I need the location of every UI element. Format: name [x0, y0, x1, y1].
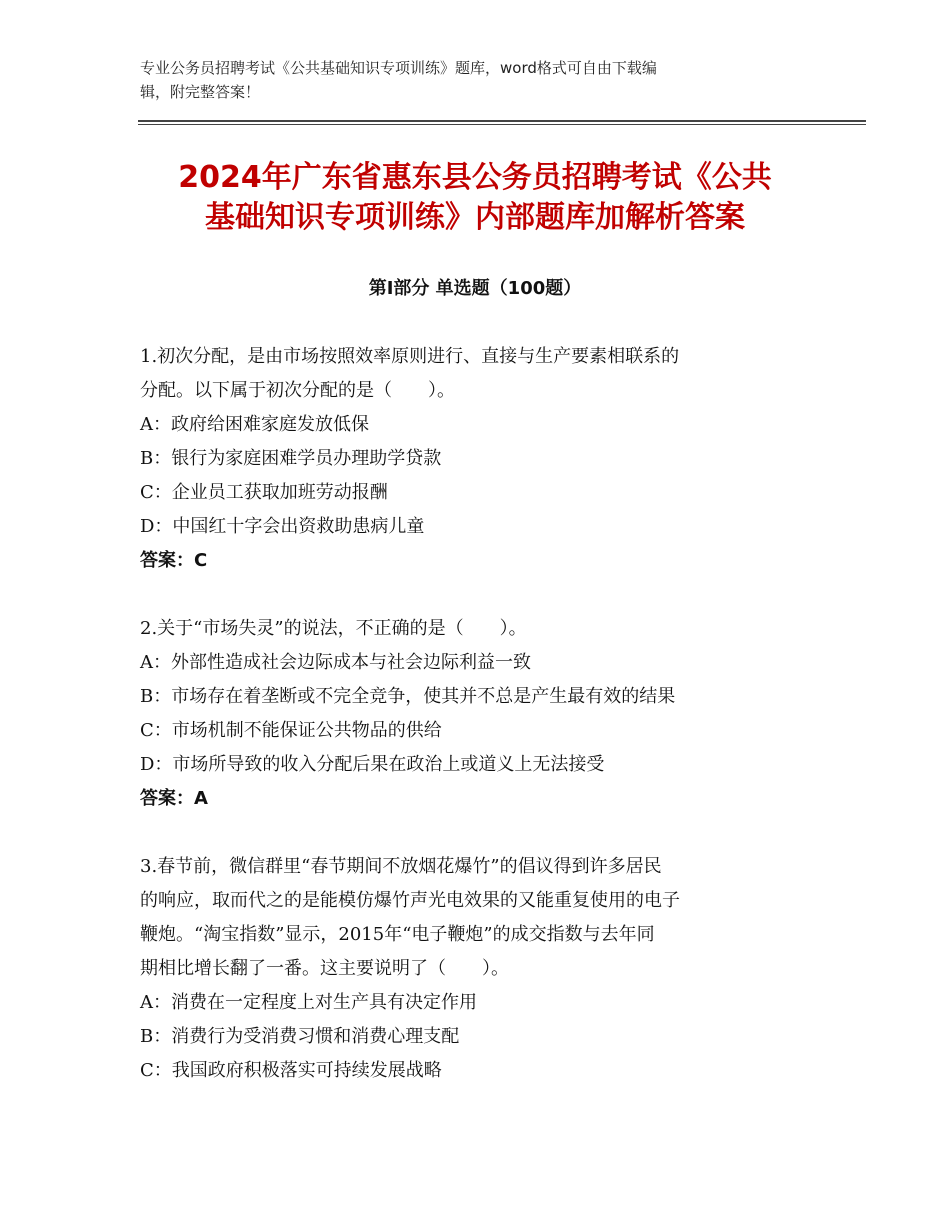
question-stem-line: 的响应，取而代之的是能模仿爆竹声光电效果的又能重复使用的电子 — [140, 890, 680, 911]
header-note-line-1: 专业公务员招聘考试《公共基础知识专项训练》题库，word格式可自由下载编 — [140, 59, 657, 77]
option-d: D：市场所导致的收入分配后果在政治上或道义上无法接受 — [140, 754, 605, 775]
option-c: C：市场机制不能保证公共物品的供给 — [140, 720, 442, 741]
title-line-1: 2024年广东省惠东县公务员招聘考试《公共 — [178, 160, 772, 195]
question-1 — [140, 340, 810, 578]
title-line-2: 基础知识专项训练》内部题库加解析答案 — [205, 200, 745, 235]
question-stem-line: 3.春节前，微信群里“春节期间不放烟花爆竹”的倡议得到许多居民 — [140, 856, 662, 877]
answer: 答案：A — [140, 788, 208, 809]
question-stem-line: 1.初次分配，是由市场按照效率原则进行、直接与生产要素相联系的 — [140, 346, 680, 367]
header-note — [140, 56, 820, 104]
option-d: D：中国红十字会出资救助患病儿童 — [140, 516, 425, 537]
question-stem-line: 2.关于“市场失灵”的说法，不正确的是（ ）。 — [140, 618, 527, 639]
option-c: C：我国政府积极落实可持续发展战略 — [140, 1060, 442, 1081]
document-title — [120, 158, 830, 238]
question-2 — [140, 612, 810, 816]
header-rule-thick — [138, 120, 866, 122]
option-b: B：市场存在着垄断或不完全竞争，使其并不总是产生最有效的结果 — [140, 686, 676, 707]
option-b: B：消费行为受消费习惯和消费心理支配 — [140, 1026, 460, 1047]
header-note-line-2: 辑，附完整答案！ — [140, 83, 261, 101]
option-a: A：外部性造成社会边际成本与社会边际利益一致 — [140, 652, 531, 673]
question-stem-line: 鞭炮。“淘宝指数”显示，2015年“电子鞭炮”的成交指数与去年同 — [140, 924, 655, 945]
question-stem-line: 分配。以下属于初次分配的是（ ）。 — [140, 380, 455, 401]
option-c: C：企业员工获取加班劳动报酬 — [140, 482, 388, 503]
option-a: A：消费在一定程度上对生产具有决定作用 — [140, 992, 477, 1013]
answer: 答案：C — [140, 550, 208, 571]
section-title: 第Ⅰ部分 单选题（100题） — [368, 278, 582, 299]
option-b: B：银行为家庭困难学员办理助学贷款 — [140, 448, 442, 469]
question-3 — [140, 850, 810, 1088]
question-stem-line: 期相比增长翻了一番。这主要说明了（ ）。 — [140, 958, 509, 979]
question-list — [140, 340, 810, 1122]
header-rule-thin — [138, 124, 866, 125]
option-a: A：政府给困难家庭发放低保 — [140, 414, 369, 435]
